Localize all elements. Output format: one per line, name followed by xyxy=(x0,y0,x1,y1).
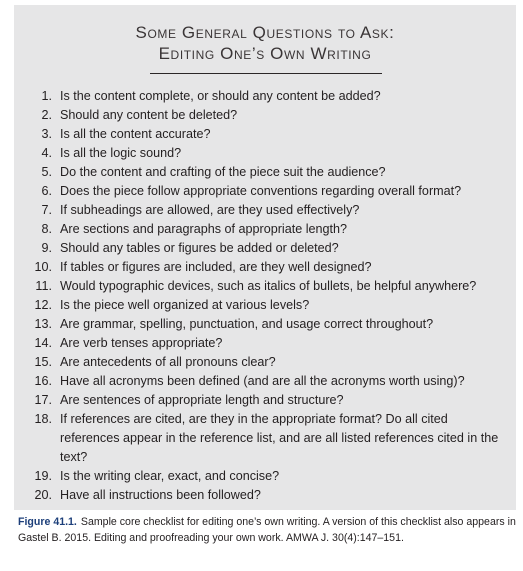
list-item xyxy=(14,163,516,182)
list-item-text: Would typographic devices, such as italics of bullets, be helpful anywhere? xyxy=(60,279,477,293)
checklist xyxy=(14,87,516,505)
list-item-text: If references are cited, are they in the appropriate format? Do all cited references appear in the reference list, and are all listed references cited in the text? xyxy=(60,412,499,464)
list-item xyxy=(14,182,516,201)
list-item-number: 3. xyxy=(41,127,52,141)
list-item-number: 20. xyxy=(34,488,52,502)
list-item xyxy=(14,372,516,391)
list-item-text: Are sentences of appropriate length and structure? xyxy=(60,393,344,407)
list-item-number: 11. xyxy=(35,279,52,293)
box-title-line2: Editing One’s Own Writing xyxy=(158,44,372,63)
list-item-number: 4. xyxy=(41,146,52,160)
list-item xyxy=(14,486,516,505)
figure-caption xyxy=(18,514,518,546)
title-divider xyxy=(150,73,382,74)
list-item-text: Should any tables or figures be added or deleted? xyxy=(60,241,339,255)
list-item xyxy=(14,201,516,220)
list-item-number: 5. xyxy=(41,165,52,179)
list-item xyxy=(14,277,516,296)
list-item-text: If subheadings are allowed, are they used effectively? xyxy=(60,203,360,217)
list-item xyxy=(14,334,516,353)
list-item-number: 1. xyxy=(41,89,52,103)
list-item-text: Should any content be deleted? xyxy=(60,108,238,122)
list-item xyxy=(14,353,516,372)
list-item-text: Is all the content accurate? xyxy=(60,127,211,141)
list-item-number: 9. xyxy=(41,241,52,255)
checklist-box xyxy=(14,5,516,510)
list-item xyxy=(14,239,516,258)
list-item-number: 13. xyxy=(34,317,52,331)
list-item xyxy=(14,391,516,410)
list-item xyxy=(14,144,516,163)
list-item-text: Is the writing clear, exact, and concise? xyxy=(60,469,280,483)
list-item-number: 16. xyxy=(34,374,52,388)
list-item xyxy=(14,125,516,144)
list-item-text: Are sections and paragraphs of appropriate length? xyxy=(60,222,348,236)
list-item-text: Is all the logic sound? xyxy=(60,146,182,160)
list-item-number: 6. xyxy=(41,184,52,198)
list-item-text: Does the piece follow appropriate conventions regarding overall format? xyxy=(60,184,462,198)
list-item-text: Are grammar, spelling, punctuation, and usage correct throughout? xyxy=(60,317,434,331)
list-item-number: 12. xyxy=(34,298,52,312)
list-item-number: 7. xyxy=(41,203,52,217)
list-item xyxy=(14,258,516,277)
list-item-number: 15. xyxy=(34,355,52,369)
list-item xyxy=(14,296,516,315)
list-item-number: 17. xyxy=(34,393,52,407)
list-item xyxy=(14,87,516,106)
list-item xyxy=(14,106,516,125)
list-item-number: 19. xyxy=(34,469,52,483)
list-item-text: Are antecedents of all pronouns clear? xyxy=(60,355,276,369)
list-item-number: 10. xyxy=(34,260,52,274)
figure-caption-text: Sample core checklist for editing one’s own writing. A version of this checklist also appears in Gastel B. 2015. Editing and proofreading your own work. AMWA J. 30(4):147–151. xyxy=(18,516,516,544)
list-item xyxy=(14,467,516,486)
list-item xyxy=(14,315,516,334)
list-item-text: Are verb tenses appropriate? xyxy=(60,336,223,350)
list-item xyxy=(14,410,516,467)
list-item-text: Have all instructions been followed? xyxy=(60,488,261,502)
list-item-text: Do the content and crafting of the piece suit the audience? xyxy=(60,165,386,179)
list-item-number: 18. xyxy=(34,412,52,426)
figure-caption-label: Figure 41.1. xyxy=(18,516,77,528)
list-item xyxy=(14,220,516,239)
list-item-text: If tables or figures are included, are they well designed? xyxy=(60,260,372,274)
list-item-text: Is the piece well organized at various levels? xyxy=(60,298,310,312)
list-item-text: Is the content complete, or should any content be added? xyxy=(60,89,381,103)
list-item-number: 14. xyxy=(34,336,52,350)
box-title-line1: Some General Questions to Ask: xyxy=(135,23,395,42)
list-item-text: Have all acronyms been defined (and are all the acronyms worth using)? xyxy=(60,374,465,388)
list-item-number: 8. xyxy=(41,222,52,236)
list-item-number: 2. xyxy=(41,108,52,122)
